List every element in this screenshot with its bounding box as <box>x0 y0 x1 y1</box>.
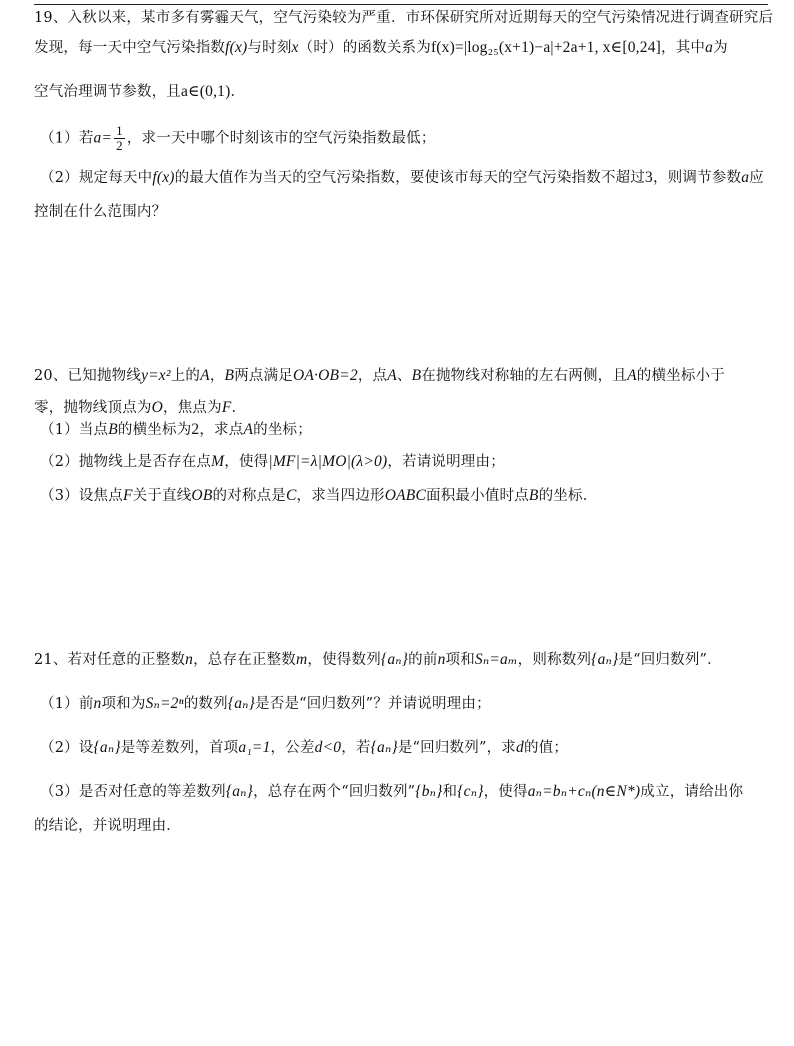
top-rule <box>34 4 768 5</box>
q20-line1: 20、已知抛物线y=x²上的A，B两点满足OA·OB=2，点A、B在抛物线对称轴的左右两侧，且A的横坐标小于 <box>34 367 725 384</box>
q21-part3-cont: 的结论，并说明理由． <box>34 818 181 834</box>
q20-part2: （2）抛物线上是否存在点M，使得|MF|=λ|MO|(λ>0)，若请说明理由； <box>40 453 505 470</box>
q21-part2: （2）设{aₙ}是等差数列，首项a₁=1，公差d<0，若{aₙ}是“回归数列”，求d的值； <box>40 739 569 756</box>
q20-line2: 零，抛物线顶点为O，焦点为F． <box>34 399 247 416</box>
q19-part2: （2）规定每天中f(x)的最大值作为当天的空气污染指数，要使该市每天的空气污染指数不超过3，则调节参数a应 <box>40 169 764 186</box>
q20-part3: （3）设焦点F关于直线OB的对称点是C，求当四边形OABC面积最小值时点B的坐标． <box>40 487 598 504</box>
dot-product: OA·OB=2 <box>293 367 358 384</box>
fraction-one-half: $\frac{1}{2}$ <box>116 123 123 153</box>
q19-formula: f(x)=|log₂₅(x+1)−a|+2a+1, x∈[0,24] <box>430 39 662 56</box>
q19-line2: 发现，每一天中空气污染指数f(x)与时刻x（时）的函数关系为f(x)=|log₂₅(x+1)−a|+2a+1, x∈[0,24]，其中a为 <box>34 39 728 56</box>
q19-part1: （1）若a= $\frac{1}{2}$ ，求一天中哪个时刻该市的空气污染指数最低； <box>40 123 436 153</box>
q19-line3: 空气治理调节参数，且a∈(0,1)． <box>34 83 246 100</box>
q19-part2-cont: 控制在什么范围内？ <box>34 204 167 220</box>
q21-part1: （1）前n项和为Sₙ=2ⁿ的数列{aₙ}是否是“回归数列”？并请说明理由； <box>40 695 491 712</box>
q20-part1: （1）当点B的横坐标为2，求点A的坐标； <box>40 421 312 438</box>
q19-line1: 19、入秋以来，某市多有雾霾天气，空气污染较为严重．市环保研究所对近期每天的空气污染情况进行调查研究后 <box>34 10 774 26</box>
q21-part3: （3）是否对任意的等差数列{aₙ}，总存在两个“回归数列”{bₙ}和{cₙ}，使得aₙ=bₙ+cₙ(n∈N*)成立，请给出你 <box>40 783 744 800</box>
q21-line1: 21、若对任意的正整数n，总存在正整数m，使得数列{aₙ}的前n项和Sₙ=aₘ，则称数列{aₙ}是“回归数列”． <box>34 651 722 668</box>
